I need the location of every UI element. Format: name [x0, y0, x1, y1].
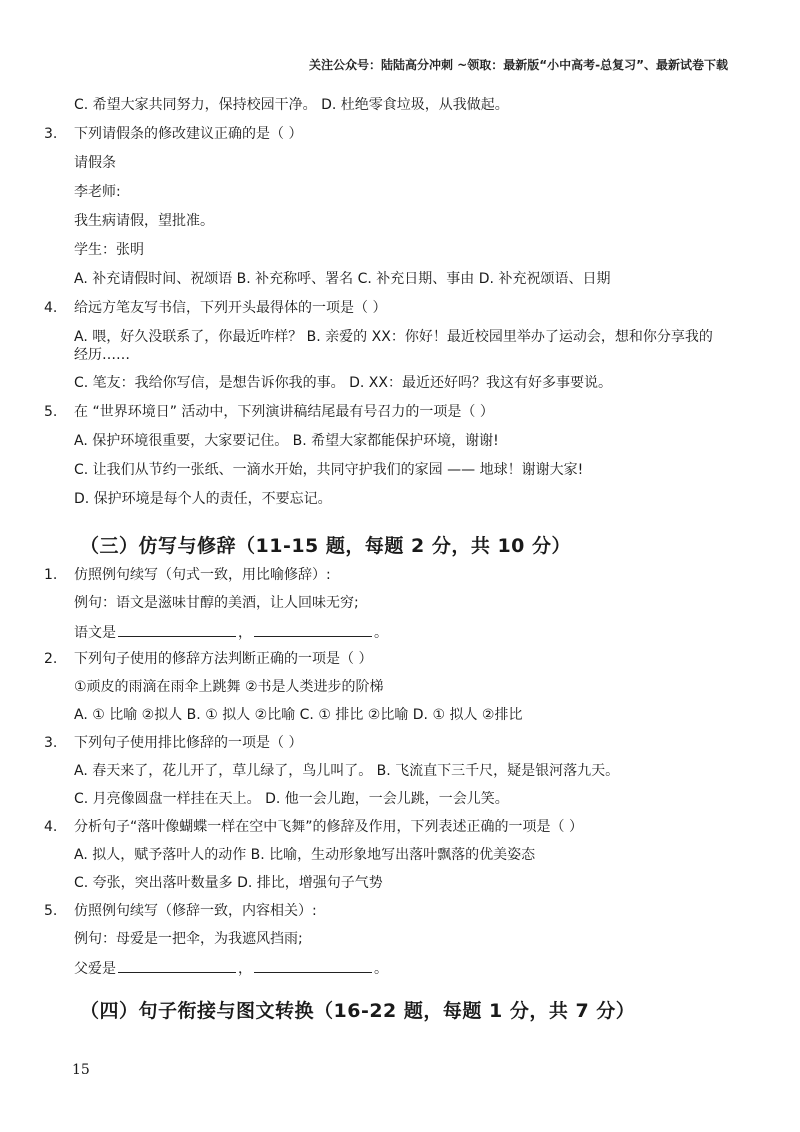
- option-line: C. 夸张，突出落叶数量多 D. 排比，增强句子气势: [74, 875, 383, 891]
- sentence-pair: ①顽皮的雨滴在雨伞上跳舞 ②书是人类进步的阶梯: [74, 679, 384, 695]
- fill-in-line: [74, 958, 388, 978]
- option-line: A. 喂，好久没联系了，你最近咋样？ B. 亲爱的 XX：你好！最近校园里举办了运动会，想和你分享我的经历……: [74, 329, 713, 363]
- example-sentence: 例句：母爱是一把伞，为我遮风挡雨;: [74, 931, 303, 947]
- option-line: A. 补充请假时间、祝颂语 B. 补充称呼、署名 C. 补充日期、事由 D. 补充祝颂语、日期: [74, 271, 611, 287]
- question-stem: 下列句子使用排比修辞的一项是（ ）: [74, 735, 303, 751]
- option-line: A. ① 比喻 ②拟人 B. ① 拟人 ②比喻 C. ① 排比 ②比喻 D. ① 拟人 ②排比: [74, 707, 523, 723]
- question-number: 5.: [44, 903, 58, 919]
- fill-in-line: [74, 622, 388, 642]
- section-title-4: （四）句子衔接与图文转换（16-22 题，每题 1 分，共 7 分）: [80, 1000, 636, 1022]
- end-mark: 。: [374, 961, 388, 977]
- question-number: 5.: [44, 404, 58, 420]
- leave-note-body: 我生病请假，望批准。: [74, 213, 214, 229]
- question-stem: 下列句子使用的修辞方法判断正确的一项是（ ）: [74, 651, 373, 667]
- separator: ，: [238, 625, 252, 641]
- fill-prefix: 父爱是: [74, 961, 116, 977]
- question-number: 1.: [44, 567, 58, 583]
- question-stem: 下列请假条的修改建议正确的是（ ）: [74, 126, 303, 142]
- example-sentence: 例句：语文是滋味甘醇的美酒，让人回味无穷;: [74, 595, 359, 611]
- fill-prefix: 语文是: [74, 625, 116, 641]
- option-line: D. 保护环境是每个人的责任，不要忘记。: [74, 491, 332, 507]
- answer-blank[interactable]: [118, 958, 236, 973]
- separator: ，: [238, 961, 252, 977]
- question-number: 3.: [44, 735, 58, 751]
- question-number: 2.: [44, 651, 58, 667]
- option-line: A. 拟人，赋予落叶人的动作 B. 比喻，生动形象地写出落叶飘落的优美姿态: [74, 847, 536, 863]
- option-line: C. 笔友：我给你写信，是想告诉你我的事。 D. XX：最近还好吗？我这有好多事要说。: [74, 375, 612, 391]
- leave-note-signature: 学生：张明: [74, 242, 144, 258]
- answer-blank[interactable]: [254, 622, 372, 637]
- answer-blank[interactable]: [254, 958, 372, 973]
- question-stem: 给远方笔友写书信，下列开头最得体的一项是（ ）: [74, 300, 387, 316]
- question-number: 4.: [44, 300, 58, 316]
- option-line: A. 春天来了，花儿开了，草儿绿了，鸟儿叫了。 B. 飞流直下三千尺，疑是银河落九天。: [74, 763, 620, 779]
- option-line: C. 月亮像圆盘一样挂在天上。 D. 他一会儿跑，一会儿跳，一会儿笑。: [74, 791, 509, 807]
- question-stem: 分析句子“落叶像蝴蝶一样在空中飞舞”的修辞及作用，下列表述正确的一项是（ ）: [74, 819, 583, 835]
- section-title-3: （三）仿写与修辞（11-15 题，每题 2 分，共 10 分）: [80, 535, 572, 557]
- end-mark: 。: [374, 625, 388, 641]
- option-line: C. 让我们从节约一张纸、一滴水开始，共同守护我们的家园 —— 地球！谢谢大家!: [74, 462, 584, 478]
- question-stem: 在 “世界环境日” 活动中，下列演讲稿结尾最有号召力的一项是（ ）: [74, 404, 494, 420]
- question-stem: 仿照例句续写（修辞一致，内容相关）:: [74, 903, 317, 919]
- question-stem: 仿照例句续写（句式一致，用比喻修辞）:: [74, 567, 331, 583]
- question-number: 4.: [44, 819, 58, 835]
- question-number: 3.: [44, 126, 58, 142]
- page-header: 关注公众号：陆陆高分冲刺 ~领取：最新版“小中高考-总复习”、最新试卷下载: [309, 58, 728, 72]
- leave-note-salutation: 李老师:: [74, 184, 121, 200]
- option-line: A. 保护环境很重要，大家要记住。 B. 希望大家都能保护环境，谢谢!: [74, 433, 499, 449]
- leave-note-title: 请假条: [74, 155, 116, 171]
- page-number: 15: [72, 1062, 90, 1078]
- option-line: C. 希望大家共同努力，保持校园干净。 D. 杜绝零食垃圾，从我做起。: [74, 97, 509, 113]
- answer-blank[interactable]: [118, 622, 236, 637]
